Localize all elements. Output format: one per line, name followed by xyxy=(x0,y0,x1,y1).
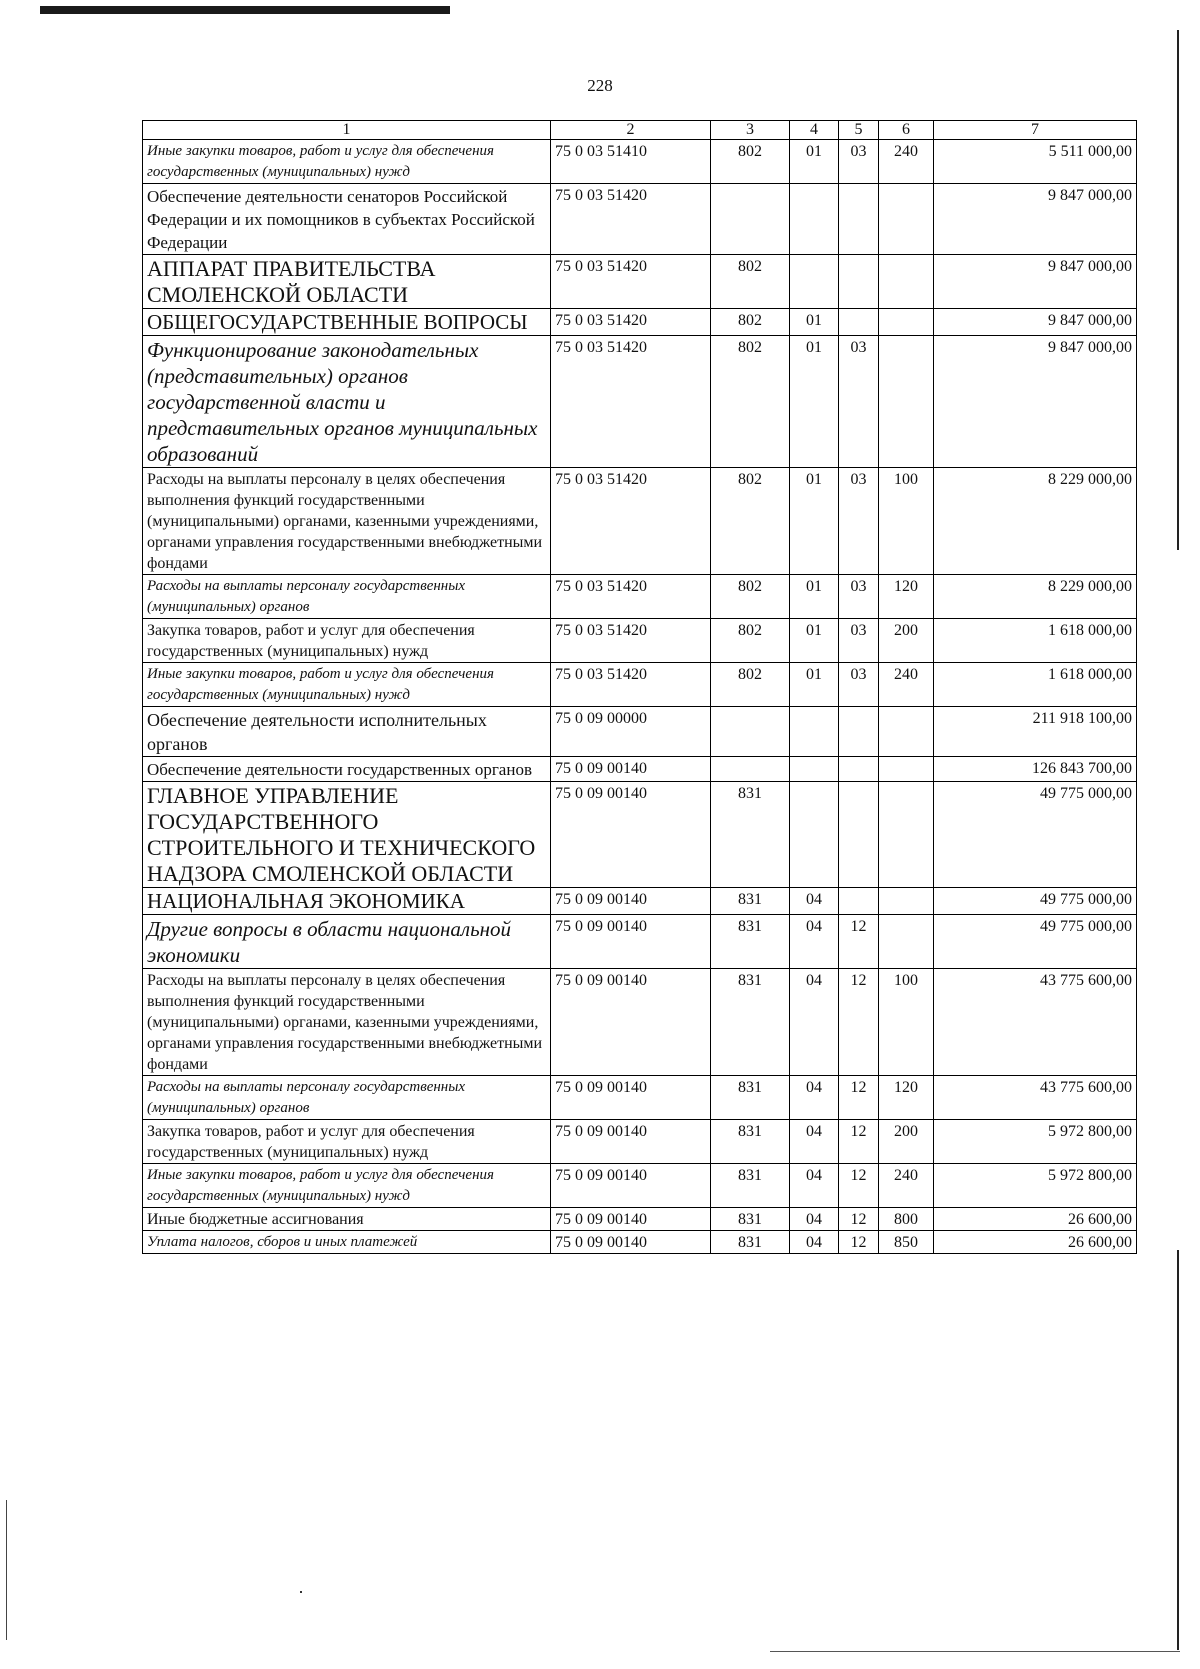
cell-target-article: 75 0 09 00000 xyxy=(551,707,711,757)
cell-section xyxy=(790,255,839,309)
cell-subsection: 12 xyxy=(839,1231,879,1254)
cell-expense-type xyxy=(879,707,934,757)
cell-target-article: 75 0 03 51420 xyxy=(551,184,711,255)
cell-target-article: 75 0 09 00140 xyxy=(551,1208,711,1231)
cell-amount: 26 600,00 xyxy=(934,1208,1137,1231)
cell-name: Иные закупки товаров, работ и услуг для обеспечения государственных (муниципальных) нужд xyxy=(143,140,551,184)
cell-expense-type: 100 xyxy=(879,468,934,575)
budget-table xyxy=(142,120,1137,1254)
cell-section: 04 xyxy=(790,888,839,915)
table-body xyxy=(143,140,1137,1254)
column-header-4: 4 xyxy=(790,121,839,140)
cell-amount: 126 843 700,00 xyxy=(934,757,1137,782)
table-row xyxy=(143,1231,1137,1254)
cell-amount: 49 775 000,00 xyxy=(934,888,1137,915)
cell-expense-type: 120 xyxy=(879,1076,934,1120)
cell-name: Расходы на выплаты персоналу в целях обеспечения выполнения функций государственными (муниципальными) органами, казенными учреждениями, органами управления государственными внебюджетными фондами xyxy=(143,468,551,575)
cell-expense-type xyxy=(879,336,934,468)
cell-name: Закупка товаров, работ и услуг для обеспечения государственных (муниципальных) нужд xyxy=(143,619,551,663)
cell-target-article: 75 0 03 51420 xyxy=(551,663,711,707)
cell-target-article: 75 0 09 00140 xyxy=(551,969,711,1076)
cell-name: Иные закупки товаров, работ и услуг для обеспечения государственных (муниципальных) нужд xyxy=(143,1164,551,1208)
cell-name: Иные закупки товаров, работ и услуг для обеспечения государственных (муниципальных) нужд xyxy=(143,663,551,707)
table-row xyxy=(143,184,1137,255)
cell-main-administrator xyxy=(711,184,790,255)
cell-target-article: 75 0 09 00140 xyxy=(551,1231,711,1254)
cell-amount: 8 229 000,00 xyxy=(934,575,1137,619)
cell-amount: 5 972 800,00 xyxy=(934,1164,1137,1208)
cell-amount: 8 229 000,00 xyxy=(934,468,1137,575)
cell-main-administrator: 831 xyxy=(711,1120,790,1164)
cell-target-article: 75 0 09 00140 xyxy=(551,782,711,888)
table-row xyxy=(143,1120,1137,1164)
cell-expense-type: 240 xyxy=(879,140,934,184)
scan-bottom-line xyxy=(770,1651,1180,1652)
table-row xyxy=(143,888,1137,915)
cell-expense-type: 800 xyxy=(879,1208,934,1231)
cell-main-administrator: 802 xyxy=(711,575,790,619)
cell-name: НАЦИОНАЛЬНАЯ ЭКОНОМИКА xyxy=(143,888,551,915)
cell-expense-type xyxy=(879,309,934,336)
cell-name: Расходы на выплаты персоналу государственных (муниципальных) органов xyxy=(143,1076,551,1120)
cell-main-administrator: 831 xyxy=(711,782,790,888)
cell-section: 04 xyxy=(790,969,839,1076)
column-header-3: 3 xyxy=(711,121,790,140)
cell-subsection: 03 xyxy=(839,619,879,663)
cell-amount: 49 775 000,00 xyxy=(934,915,1137,969)
cell-amount: 43 775 600,00 xyxy=(934,969,1137,1076)
cell-name: ГЛАВНОЕ УПРАВЛЕНИЕ ГОСУДАРСТВЕННОГО СТРОИТЕЛЬНОГО И ТЕХНИЧЕСКОГО НАДЗОРА СМОЛЕНСКОЙ ОБЛАСТИ xyxy=(143,782,551,888)
cell-expense-type xyxy=(879,757,934,782)
cell-amount: 9 847 000,00 xyxy=(934,336,1137,468)
cell-name: Обеспечение деятельности государственных органов xyxy=(143,757,551,782)
table-row xyxy=(143,969,1137,1076)
cell-main-administrator xyxy=(711,707,790,757)
cell-subsection: 12 xyxy=(839,1208,879,1231)
scan-edge-right xyxy=(1177,30,1179,550)
table-header-row xyxy=(143,121,1137,140)
cell-target-article: 75 0 03 51420 xyxy=(551,336,711,468)
cell-main-administrator: 802 xyxy=(711,255,790,309)
cell-section: 01 xyxy=(790,468,839,575)
table-row xyxy=(143,468,1137,575)
cell-target-article: 75 0 03 51420 xyxy=(551,309,711,336)
cell-amount: 43 775 600,00 xyxy=(934,1076,1137,1120)
column-header-1: 1 xyxy=(143,121,551,140)
cell-section: 04 xyxy=(790,915,839,969)
cell-name: Функционирование законодательных (представительных) органов государственной власти и представительных органов муниципальных образований xyxy=(143,336,551,468)
table-row xyxy=(143,336,1137,468)
scan-speck xyxy=(300,1591,302,1593)
cell-subsection: 12 xyxy=(839,1076,879,1120)
cell-subsection xyxy=(839,757,879,782)
cell-main-administrator: 831 xyxy=(711,888,790,915)
cell-expense-type: 200 xyxy=(879,1120,934,1164)
cell-expense-type: 850 xyxy=(879,1231,934,1254)
cell-amount: 1 618 000,00 xyxy=(934,619,1137,663)
table-row xyxy=(143,255,1137,309)
table-row xyxy=(143,782,1137,888)
cell-target-article: 75 0 03 51410 xyxy=(551,140,711,184)
cell-amount: 9 847 000,00 xyxy=(934,309,1137,336)
column-header-6: 6 xyxy=(879,121,934,140)
cell-main-administrator: 802 xyxy=(711,663,790,707)
cell-target-article: 75 0 03 51420 xyxy=(551,575,711,619)
table-row xyxy=(143,309,1137,336)
cell-section: 01 xyxy=(790,663,839,707)
cell-target-article: 75 0 09 00140 xyxy=(551,757,711,782)
cell-subsection: 12 xyxy=(839,1164,879,1208)
cell-section: 04 xyxy=(790,1231,839,1254)
cell-name: ОБЩЕГОСУДАРСТВЕННЫЕ ВОПРОСЫ xyxy=(143,309,551,336)
cell-main-administrator: 802 xyxy=(711,140,790,184)
cell-amount: 9 847 000,00 xyxy=(934,255,1137,309)
cell-name: Иные бюджетные ассигнования xyxy=(143,1208,551,1231)
cell-subsection: 03 xyxy=(839,663,879,707)
table-row xyxy=(143,757,1137,782)
cell-section: 01 xyxy=(790,575,839,619)
cell-amount: 26 600,00 xyxy=(934,1231,1137,1254)
cell-subsection xyxy=(839,782,879,888)
cell-amount: 9 847 000,00 xyxy=(934,184,1137,255)
cell-target-article: 75 0 09 00140 xyxy=(551,1164,711,1208)
cell-name: Обеспечение деятельности исполнительных органов xyxy=(143,707,551,757)
cell-section: 01 xyxy=(790,309,839,336)
page-number: 228 xyxy=(587,76,613,95)
table-row xyxy=(143,915,1137,969)
cell-section xyxy=(790,184,839,255)
cell-subsection: 03 xyxy=(839,336,879,468)
cell-name: АППАРАТ ПРАВИТЕЛЬСТВА СМОЛЕНСКОЙ ОБЛАСТИ xyxy=(143,255,551,309)
cell-expense-type xyxy=(879,888,934,915)
cell-amount: 211 918 100,00 xyxy=(934,707,1137,757)
cell-subsection: 03 xyxy=(839,468,879,575)
table-row xyxy=(143,140,1137,184)
cell-section: 01 xyxy=(790,619,839,663)
cell-subsection: 03 xyxy=(839,575,879,619)
cell-main-administrator: 831 xyxy=(711,969,790,1076)
scan-artifact-bar xyxy=(40,6,450,14)
cell-main-administrator: 831 xyxy=(711,1164,790,1208)
table-row xyxy=(143,707,1137,757)
cell-subsection: 03 xyxy=(839,140,879,184)
cell-expense-type: 240 xyxy=(879,663,934,707)
cell-section: 04 xyxy=(790,1208,839,1231)
cell-section: 04 xyxy=(790,1076,839,1120)
cell-amount: 5 511 000,00 xyxy=(934,140,1137,184)
column-header-7: 7 xyxy=(934,121,1137,140)
cell-expense-type xyxy=(879,915,934,969)
table-row xyxy=(143,619,1137,663)
cell-main-administrator: 802 xyxy=(711,619,790,663)
cell-name: Другие вопросы в области национальной экономики xyxy=(143,915,551,969)
table-row xyxy=(143,1164,1137,1208)
column-header-5: 5 xyxy=(839,121,879,140)
cell-expense-type xyxy=(879,184,934,255)
cell-subsection xyxy=(839,255,879,309)
cell-section: 04 xyxy=(790,1120,839,1164)
table-row xyxy=(143,575,1137,619)
cell-expense-type: 100 xyxy=(879,969,934,1076)
cell-main-administrator: 831 xyxy=(711,915,790,969)
cell-expense-type: 200 xyxy=(879,619,934,663)
cell-subsection: 12 xyxy=(839,915,879,969)
cell-target-article: 75 0 09 00140 xyxy=(551,888,711,915)
column-header-2: 2 xyxy=(551,121,711,140)
cell-main-administrator: 831 xyxy=(711,1076,790,1120)
cell-amount: 1 618 000,00 xyxy=(934,663,1137,707)
cell-section: 04 xyxy=(790,1164,839,1208)
cell-name: Уплата налогов, сборов и иных платежей xyxy=(143,1231,551,1254)
cell-main-administrator xyxy=(711,757,790,782)
table-row xyxy=(143,1076,1137,1120)
cell-subsection xyxy=(839,707,879,757)
cell-target-article: 75 0 03 51420 xyxy=(551,619,711,663)
cell-name: Расходы на выплаты персоналу государственных (муниципальных) органов xyxy=(143,575,551,619)
cell-expense-type: 120 xyxy=(879,575,934,619)
cell-subsection xyxy=(839,888,879,915)
scan-edge-right-lower xyxy=(1177,1250,1179,1650)
cell-section xyxy=(790,707,839,757)
cell-main-administrator: 831 xyxy=(711,1208,790,1231)
cell-subsection: 12 xyxy=(839,1120,879,1164)
cell-target-article: 75 0 03 51420 xyxy=(551,468,711,575)
cell-section: 01 xyxy=(790,336,839,468)
cell-subsection: 12 xyxy=(839,969,879,1076)
cell-name: Закупка товаров, работ и услуг для обеспечения государственных (муниципальных) нужд xyxy=(143,1120,551,1164)
cell-name: Расходы на выплаты персоналу в целях обеспечения выполнения функций государственными (муниципальными) органами, казенными учреждениями, органами управления государственными внебюджетными фондами xyxy=(143,969,551,1076)
cell-expense-type xyxy=(879,782,934,888)
cell-main-administrator: 802 xyxy=(711,336,790,468)
cell-amount: 5 972 800,00 xyxy=(934,1120,1137,1164)
cell-main-administrator: 802 xyxy=(711,468,790,575)
cell-section: 01 xyxy=(790,140,839,184)
cell-target-article: 75 0 03 51420 xyxy=(551,255,711,309)
cell-target-article: 75 0 09 00140 xyxy=(551,915,711,969)
cell-expense-type: 240 xyxy=(879,1164,934,1208)
cell-name: Обеспечение деятельности сенаторов Российской Федерации и их помощников в субъектах Российской Федерации xyxy=(143,184,551,255)
cell-target-article: 75 0 09 00140 xyxy=(551,1120,711,1164)
cell-section xyxy=(790,757,839,782)
cell-subsection xyxy=(839,309,879,336)
table-row xyxy=(143,1208,1137,1231)
cell-main-administrator: 802 xyxy=(711,309,790,336)
cell-subsection xyxy=(839,184,879,255)
cell-target-article: 75 0 09 00140 xyxy=(551,1076,711,1120)
scan-edge-left xyxy=(6,1500,7,1640)
cell-amount: 49 775 000,00 xyxy=(934,782,1137,888)
cell-section xyxy=(790,782,839,888)
cell-expense-type xyxy=(879,255,934,309)
cell-main-administrator: 831 xyxy=(711,1231,790,1254)
table-row xyxy=(143,663,1137,707)
